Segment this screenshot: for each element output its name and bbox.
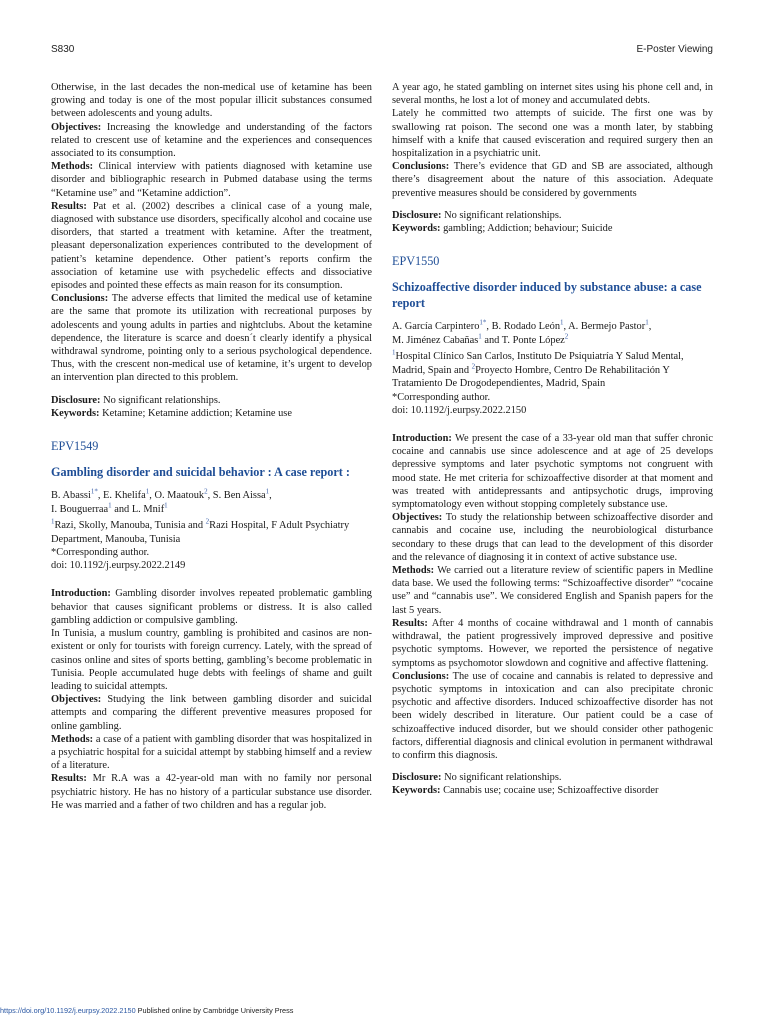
objectives-text: To study the relationship between schizoaffective disorder and cannabis and cocaine use, including the neurobiological disturbance secondary to these drugs that can lead to the development of this disorder and the relevance of diagnosing it in context of active substance use. xyxy=(392,512,713,563)
methods xyxy=(392,564,713,617)
affiliation-sup: 2 xyxy=(205,517,210,526)
author-name: A. Bermejo Pastor xyxy=(568,321,646,333)
conclusions-text: There’s evidence that GD and SB are associated, although there’s disagreement about the nature of this association. Adequate preventive measures should be considered by governments xyxy=(392,161,713,199)
author-sup: 1 xyxy=(108,501,112,510)
doi-line: doi: 10.1192/j.eurpsy.2022.2150 xyxy=(392,404,527,416)
doi-line: doi: 10.1192/j.eurpsy.2022.2149 xyxy=(51,560,186,572)
author-name: S. Ben Aissa xyxy=(212,490,266,502)
results-text: Pat et al. (2002) describes a clinical case of a young male, diagnosed with substance use disorders, specifically alcohol and cocaine use disorders, that started a treatment with ketamine. After the treatment, pleasant depersonalization experiences contributed to the development of patient’s ketamine dependence. Other patient’s reports confirm the association of ketamine use with psychedelic effects and dissociative episodes and pointed these effects as main reason for its consumption. xyxy=(51,200,372,292)
affiliation-1: Razi, Skolly, Manouba, Tunisia and xyxy=(54,520,206,532)
left-column xyxy=(51,81,372,812)
conclusions xyxy=(392,670,713,762)
conclusions-label: Conclusions: xyxy=(51,293,109,305)
conclusions-text: The use of cocaine and cannabis is related to depressive and psychotic symptoms in intoxication and can also precipitate chronic psychotic and affective disorders. Induced schizoaffective disorder has not been widely described in literature. Our patient could be a case of schizoaffective induced disorder, but we should consider other pathogenic factors, differential diagnosis and clinical evolution in permanent withdrawal to confirm this diagnosis. xyxy=(392,670,713,761)
running-head xyxy=(51,44,713,58)
author-separator: , xyxy=(648,321,652,333)
author-name: B. Rodado León xyxy=(491,321,561,333)
author-name: M. Jiménez Cabañas xyxy=(392,334,479,346)
author-separator: and xyxy=(481,334,502,346)
methods-label: Methods: xyxy=(51,161,94,173)
affiliations xyxy=(392,350,713,390)
objectives xyxy=(51,693,372,733)
affiliation-sup: 1 xyxy=(392,348,396,357)
author-sup: 1 xyxy=(478,332,482,341)
introduction-text: Gambling disorder involves repeated problematic gambling behavior that causes significant problems or distress. It is also called gambling addiction or compulsive gambling. xyxy=(51,588,372,626)
conclusions xyxy=(392,160,713,200)
keywords xyxy=(392,222,713,235)
disclosure-text: No significant relationships. xyxy=(103,394,221,406)
affiliation-2: Razi Hospital, F Adult Psychiatry Department, Manouba, Tunisia xyxy=(51,520,350,545)
keywords-label: Keywords: xyxy=(51,407,100,419)
disclosure-label: Disclosure: xyxy=(392,772,442,784)
author-name: E. Khelifa xyxy=(103,490,146,502)
keywords-label: Keywords: xyxy=(392,223,441,235)
affiliation-2: Proyecto Hombre, Centro De Rehabilitación Y Tratamiento De Drogodependientes, Madrid, Spain xyxy=(392,364,670,390)
disclosure-label: Disclosure: xyxy=(392,209,442,221)
corresponding-note: *Corresponding author. xyxy=(51,547,150,559)
author-sup: 1 xyxy=(645,318,649,327)
keywords-text: gambling; Addiction; behaviour; Suicide xyxy=(443,223,613,235)
introduction-continued: In Tunisia, a muslum country, gambling is prohibited and casinos are non-existent or only for tourists with foreign currency. Lately, with the spread of casinos online and sites of sports betting, gambling’s become problematic in Tunisia. People accumulated huge debts with feelings of shame and guilt leading to suicidal attempts. xyxy=(51,628,372,692)
author-sup: 1 xyxy=(265,487,270,496)
keywords-text: Ketamine; Ketamine addiction; Ketamine use xyxy=(102,407,292,419)
author-name: T. Ponte López xyxy=(501,334,565,346)
ketamine-results xyxy=(51,200,372,292)
ketamine-conclusions xyxy=(51,292,372,384)
objectives-label: Objectives: xyxy=(51,121,102,133)
author-name: O. Maatouk xyxy=(154,490,205,502)
results-label: Results: xyxy=(51,200,87,212)
results-continued: A year ago, he stated gambling on internet sites using his phone cell and, in several months, he lost a lot of money and accumulated debts. xyxy=(392,82,713,107)
author-name: I. Bouguerraa xyxy=(51,503,109,515)
methods-label: Methods: xyxy=(51,733,94,745)
keywords xyxy=(392,784,713,797)
author-name: B. Abassi xyxy=(51,490,91,502)
author-separator: , xyxy=(269,490,272,502)
author-sup: 2 xyxy=(564,332,569,341)
methods-text: a case of a patient with gambling disorder that was hospitalized in a psychiatric hospital for a suicidal attempt by stabbing himself and a review of a literature. xyxy=(51,733,372,772)
author-name: L. Mnif xyxy=(131,503,165,515)
doi-link[interactable]: https://doi.org/10.1192/j.eurpsy.2022.2150 xyxy=(0,1006,136,1015)
results-label: Results: xyxy=(51,773,87,785)
introduction xyxy=(392,432,713,511)
author-separator: , xyxy=(486,321,492,333)
methods-label: Methods: xyxy=(392,565,435,577)
keywords-text: Cannabis use; cocaine use; Schizoaffective disorder xyxy=(443,785,659,797)
disclosure xyxy=(392,209,713,222)
page-number: S830 xyxy=(51,44,75,55)
disclosure-label: Disclosure: xyxy=(51,394,101,406)
results xyxy=(392,617,713,670)
results xyxy=(51,772,372,812)
author-separator: , xyxy=(207,490,213,502)
abstract-title: Schizoaffective disorder induced by substance abuse: a case report xyxy=(392,280,702,311)
ketamine-intro-paragraph: Otherwise, in the last decades the non-medical use of ketamine has been growing and today is one of the most popular illicit substances consumed between adolescents and young adults. xyxy=(51,82,372,120)
disclosure xyxy=(392,771,713,784)
disclosure-text: No significant relationships. xyxy=(444,772,562,784)
methods-text: Clinical interview with patients diagnosed with ketamine use disorder and bibliographic research in Pubmed database using the terms “Ketamine use” and “Ketamine addiction”. xyxy=(51,161,372,199)
objectives-text: Increasing the knowledge and understanding of the factors related to crescent use of ketamine and the experiences and consequences associated to its consumption. xyxy=(51,121,372,160)
results-text: Mr R.A was a 42-year-old man with no family nor personal psychiatric history. He has no history of a particular substance use disorder. He was married and a father of two children and has a regular job. xyxy=(51,773,372,811)
author-sup: 1 xyxy=(560,318,564,327)
conclusions-label: Conclusions: xyxy=(392,670,450,682)
author-sup: 2 xyxy=(204,487,208,496)
objectives-text: Studying the link between gambling disorder and suicidal attempts and comparing the different preventive measures proposed for online gambling. xyxy=(51,694,372,732)
affiliation-1: Hospital Clínico San Carlos, Instituto De Psiquiatría Y Salud Mental, Madrid, Spain and xyxy=(392,351,684,376)
results-text: After 4 months of cocaine withdrawal and 1 month of cannabis withdrawal, the patient progressively improved depressive and positive psychotic symptoms. However, we reported the persistence of negative symptoms as psychomotor slowdown and cognitive and affective flattening. xyxy=(392,617,714,669)
author-separator: , xyxy=(563,321,569,333)
affiliation-sup: 1 xyxy=(51,517,55,526)
abstract-id: EPV1549 xyxy=(51,439,99,454)
author-separator: and xyxy=(111,503,132,515)
results-continued: Lately he committed two attempts of suicide. The first one was by swallowing rat poison. The second one was a month later, by stabbing himself with a knife that caused evisceration and required surgery then an hospitalization in a psychiatric unit. xyxy=(392,108,713,160)
section-name: E-Poster Viewing xyxy=(636,44,713,55)
author-separator: , xyxy=(97,490,104,502)
objectives xyxy=(392,511,713,564)
introduction-text: We present the case of a 33-year old man that suffer chronic cocaine and cannabis use since adolescence and at age of 25 develops depressive symptoms and later psychotic symptoms not congruent with mood state. He met criteria for schizoaffective disorder at that moment and was treated with antidepressants and antipsychotic drugs, improving symptomatology even without stopping completely substance use. xyxy=(392,433,713,511)
abstract-title: Gambling disorder and suicidal behavior : A case report : xyxy=(51,465,350,480)
abstract-id: EPV1550 xyxy=(392,254,440,269)
author-separator: , xyxy=(149,490,155,502)
author-sup: 1* xyxy=(479,318,487,327)
results-label: Results: xyxy=(392,617,428,629)
objectives-label: Objectives: xyxy=(392,512,443,524)
author-sup: 1 xyxy=(145,487,150,496)
ketamine-keywords xyxy=(51,407,372,420)
disclosure-text: No significant relationships. xyxy=(444,209,562,221)
methods-text: We carried out a literature review of scientific papers in Medline data base. We used the following terms: “Schizoaffective disorder” “cocaine use” and “cannabis use”. We considered English and Spanish papers for the last 5 years. xyxy=(392,565,713,616)
author-sup: 1 xyxy=(164,501,168,510)
ketamine-methods xyxy=(51,160,372,200)
author-name: A. García Carpintero xyxy=(392,321,480,333)
methods xyxy=(51,733,372,773)
affiliations xyxy=(51,519,372,546)
objectives-label: Objectives: xyxy=(51,694,102,706)
keywords-label: Keywords: xyxy=(392,785,441,797)
conclusions-label: Conclusions: xyxy=(392,161,450,173)
introduction-label: Introduction: xyxy=(51,588,111,600)
author-list xyxy=(51,489,372,516)
corresponding-note: *Corresponding author. xyxy=(392,391,491,403)
right-column xyxy=(392,81,713,798)
author-list xyxy=(392,320,713,347)
conclusions-text: The adverse effects that limited the medical use of ketamine are the same that promote its utilization with recreational purposes by adolescents and young adults in parties and nightclubs. About the ketamine dependence, the literature is scarce and doesn´t clearly identify a physical withdrawal syndrome, pointing only to a serious psychological dependence. Thus, with the crescent non-medical use of ketamine, it’s urgent to develop an intervention plan directed to this problem. xyxy=(51,293,372,384)
published-note: Published online by Cambridge University Press xyxy=(135,1006,294,1015)
affiliation-sup: 2 xyxy=(471,362,476,371)
introduction-label: Introduction: xyxy=(392,433,452,445)
ketamine-disclosure xyxy=(51,394,372,407)
ketamine-objectives xyxy=(51,121,372,161)
author-sup: 1* xyxy=(90,487,98,496)
page-footer xyxy=(0,1006,768,1016)
introduction xyxy=(51,587,372,627)
